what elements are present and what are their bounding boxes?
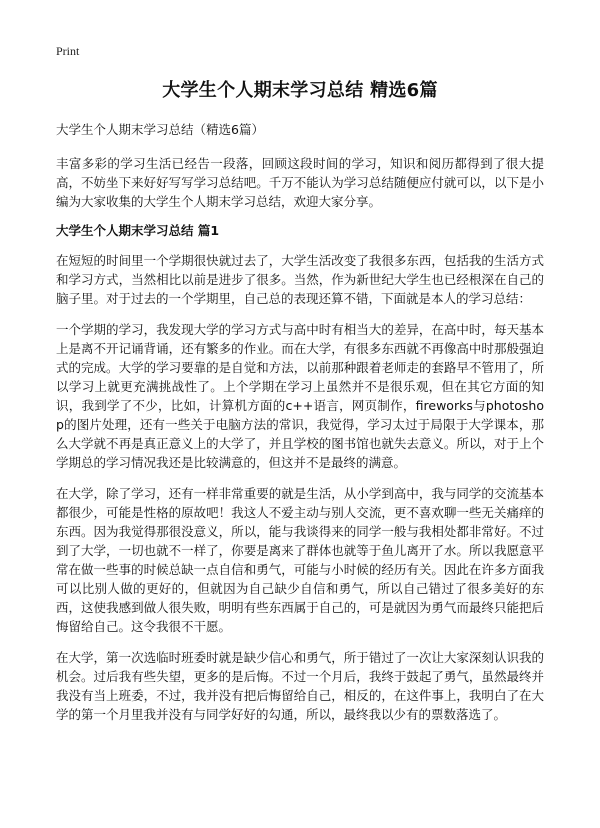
page-title: 大学生个人期末学习总结 精选6篇 (162, 80, 438, 101)
print-link[interactable]: Print (56, 44, 80, 58)
section-heading: 大学生个人期末学习总结 篇1 (56, 223, 220, 238)
body-paragraph-3: 在大学，除了学习，还有一样非常重要的就是生活，从小学到高中，我与同学的交流基本都很少，可能是性格的原故吧！我这人不爱主动与别人交流，更不喜欢聊一些无关痛痒的东西。因为我觉得那很没意义，所以，能与我谈得来的同学一般与我相处都非常好。不过到了大学，一切也就不一样了，你要是离来了群体也就等于鱼儿离开了水。所以我愿意平常在做一些事的时候总缺一点自信和勇气，可能与小时候的经历有关。因此在许多方面我可以比别人做的更好的，但就因为自己缺少自信和勇气，所以自己错过了很多美好的东西，这使我感到做人很失败，明明有些东西属于自己的，可是就因为勇气而最终只能把后悔留给自己。这令我很不干愿。 (56, 486, 544, 634)
body-paragraph-4: 在大学，第一次选临时班委时就是缺少信心和勇气，所于错过了一次让大家深刻认识我的机会。过后我有些失望，更多的是后悔。不过一个月后，我终于鼓起了勇气，虽然最终并我没有当上班委，不过，我并没有把后悔留给自己，相反的，在这件事上，我明白了在大学的第一个月里我并没有与同学好好的勾通，所以，最终我以少有的票数落选了。 (56, 650, 544, 722)
body-paragraph-1: 在短短的时间里一个学期很快就过去了，大学生活改变了我很多东西，包括我的生活方式和学习方式，当然相比以前是进步了很多。当然，作为新世纪大学生也已经根深在自己的脑子里。对于过去的一个学期里，自己总的表现还算不错，下面就是本人的学习总结： (56, 253, 544, 306)
intro-paragraph: 丰富多彩的学习生活已经告一段落，回顾这段时间的学习，知识和阅历都得到了很大提高，不妨坐下来好好写写学习总结吧。千万不能认为学习总结随便应付就可以，以下是小编为大家收集的大学生个人期末学习总结，欢迎大家分享。 (56, 156, 544, 209)
article-subtitle: 大学生个人期末学习总结（精选6篇） (56, 122, 264, 137)
article-body (56, 122, 544, 736)
body-paragraph-2: 一个学期的学习，我发现大学的学习方式与高中时有相当大的差异，在高中时，每天基本上是离不开记诵背诵，还有繁多的作业。而在大学，有很多东西就不再像高中时那般强迫式的完成。大学的学习要靠的是自觉和方法，以前那种跟着老师走的套路早不管用了，所以学习上就更充满挑战性了。上个学期在学习上虽然并不是很乐观，但在其它方面的知识，我到学了不少，比如，计算机方面的c++语言，网页制作，fireworks与photoshop的图片处理，还有一些关于电脑方法的常识，我觉得，学习太过于局限于大学课本，那么大学就不再是真正意义上的大学了，并且学校的图书馆也就失去意义。所以，对于上个学期总的学习情况我还是比较满意的，但这并不是最终的满意。 (56, 322, 544, 470)
